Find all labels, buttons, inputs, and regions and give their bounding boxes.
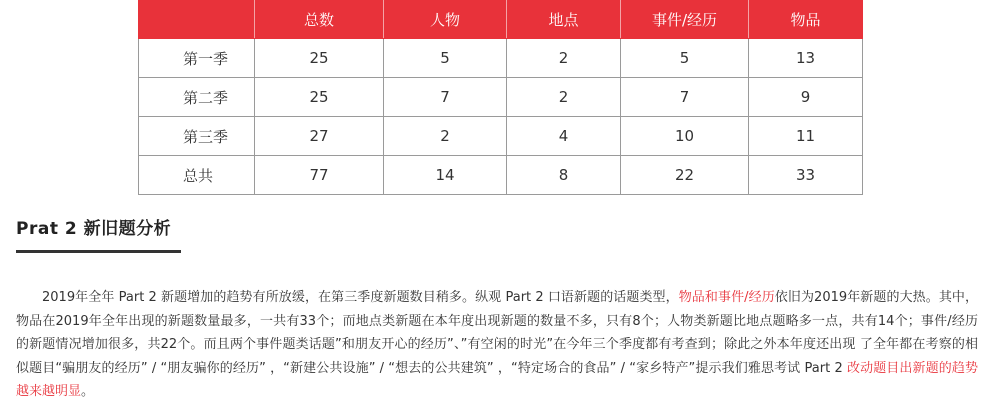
analysis-paragraph	[16, 286, 978, 404]
table-cell: 22	[621, 156, 749, 195]
table-cell: 7	[621, 78, 749, 117]
table-cell: 4	[507, 117, 621, 156]
table-cell: 13	[749, 39, 863, 78]
stats-table	[138, 0, 863, 195]
table-row	[139, 39, 863, 78]
header-cell-place: 地点	[507, 1, 621, 39]
header-cell-empty	[139, 1, 255, 39]
header-cell-people: 人物	[384, 1, 507, 39]
header-cell-event: 事件/经历	[621, 1, 749, 39]
row-label: 第一季	[139, 39, 255, 78]
table-cell: 11	[749, 117, 863, 156]
table-cell: 5	[384, 39, 507, 78]
table-cell: 27	[255, 117, 384, 156]
stats-table-container	[138, 0, 862, 195]
paragraph-text-1: 2019年全年 Part 2 新题增加的趋势有所放缓，在第三季度新题数目稍多。纵观 Part 2 口语新题的话题类型，	[42, 290, 679, 305]
table-cell: 2	[384, 117, 507, 156]
paragraph-text-3: 。	[81, 384, 95, 400]
table-row	[139, 117, 863, 156]
paragraph-text-2: 依旧为2019年新题的大热。其中，物品在2019年全年出现的新题数量最多，一共有33个；而地点类新题在本年度出现新题的数量不多，只有8个；人物类新题比地点题略多一点，共有14个；事件/经历的新题情况增加很多，共22个。而且两个事件题类话题”和朋友开心的经历”、”有空闲的时光”在今年三个季度都有考查到；除此之外本年度还出现 了全年都在考察的相似题目“骗朋友的经历” / “朋友骗你的经历” ，“新建公共设施” / “想去的公共建筑” ，“特定场合的食品” / “家乡特产”提示我们雅思考试 Part 2	[16, 290, 979, 376]
header-cell-total: 总数	[255, 1, 384, 39]
table-cell: 7	[384, 78, 507, 117]
table-cell: 8	[507, 156, 621, 195]
table-cell: 2	[507, 78, 621, 117]
row-label: 第三季	[139, 117, 255, 156]
table-row-total	[139, 156, 863, 195]
table-row	[139, 78, 863, 117]
section-title: Prat 2 新旧题分析	[16, 219, 172, 239]
paragraph-highlight-2: 改动题目出新题的趋势越来越明显	[16, 360, 978, 400]
table-cell: 33	[749, 156, 863, 195]
header-cell-object: 物品	[749, 1, 863, 39]
table-cell: 14	[384, 156, 507, 195]
table-cell: 9	[749, 78, 863, 117]
paragraph-highlight-1: 物品和事件/经历	[678, 290, 775, 305]
table-cell: 25	[255, 39, 384, 78]
table-cell: 2	[507, 39, 621, 78]
row-label: 第二季	[139, 78, 255, 117]
table-cell: 25	[255, 78, 384, 117]
table-cell: 5	[621, 39, 749, 78]
table-cell: 77	[255, 156, 384, 195]
section-title-underline	[16, 250, 181, 253]
table-header-row	[139, 1, 863, 39]
row-label: 总共	[139, 156, 255, 195]
table-cell: 10	[621, 117, 749, 156]
